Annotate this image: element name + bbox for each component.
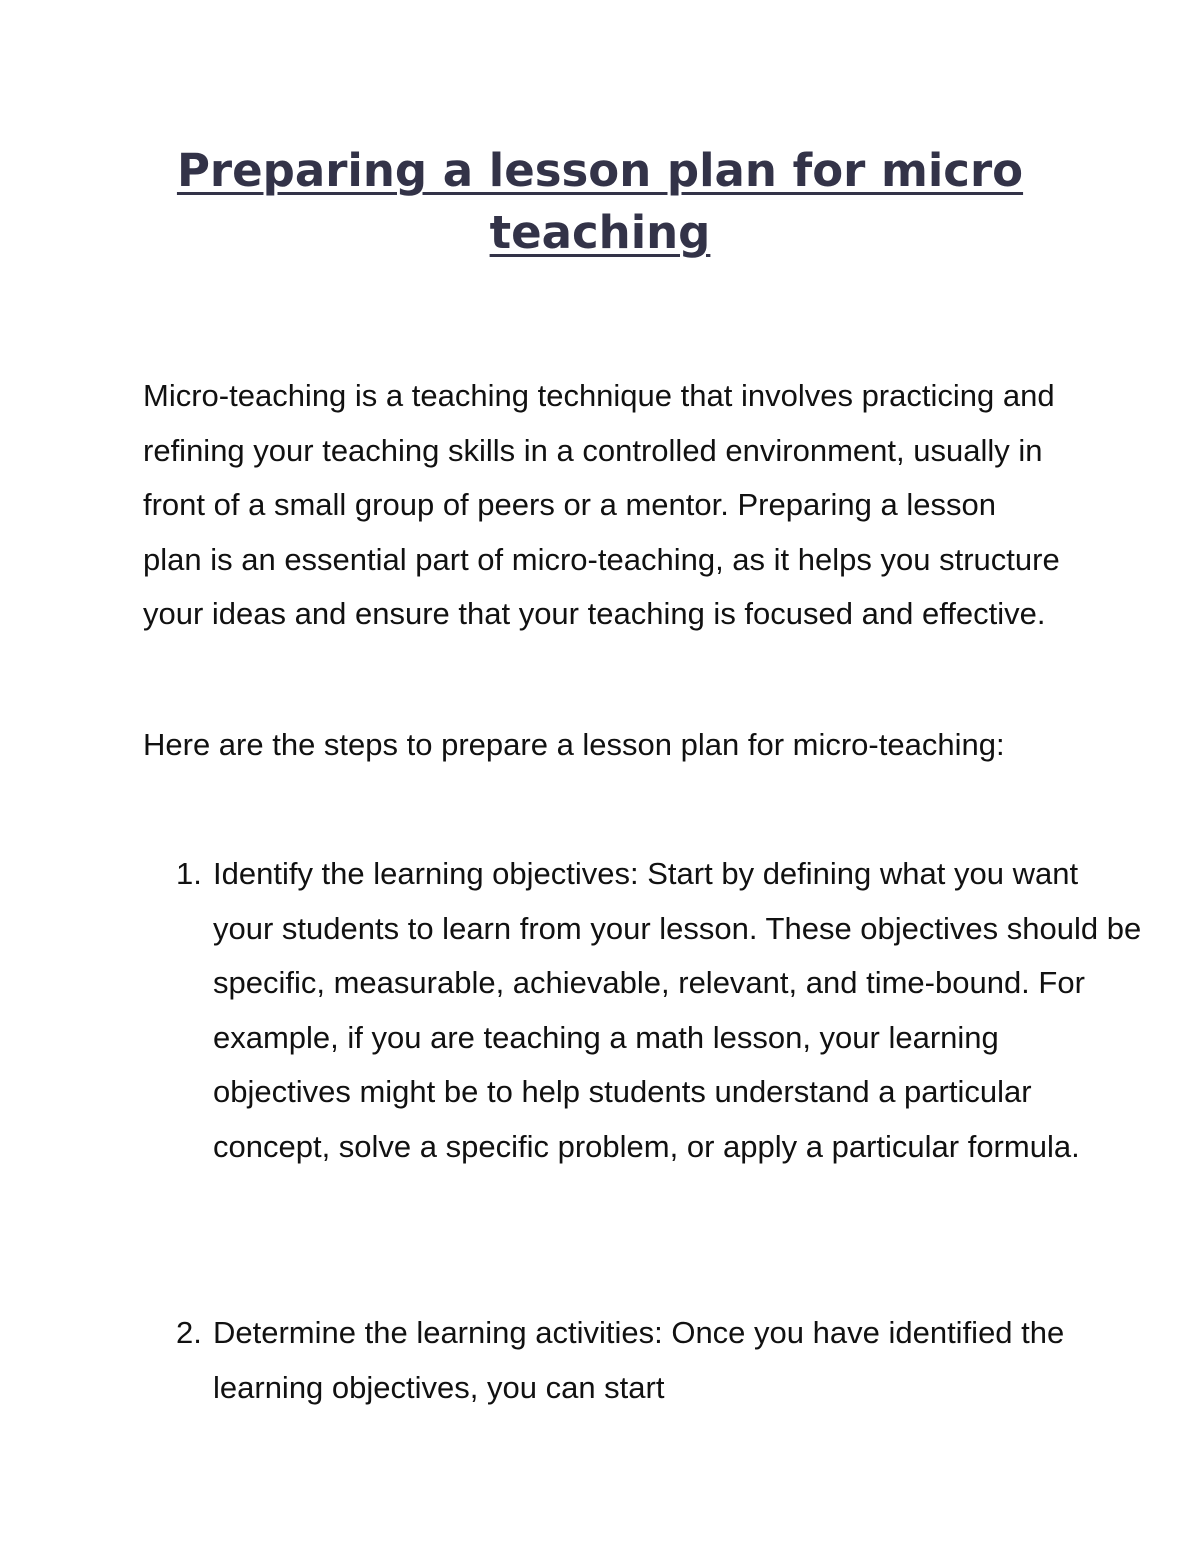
title-line-1: Preparing a lesson plan for micro bbox=[176, 144, 1024, 197]
intro-paragraph: Micro-teaching is a teaching technique that involves practicing and refining your teaching skills in a controlled environment, usually in front of a small group of peers or a mentor. Preparing a lesson plan is an essential part of micro-teaching, as it helps you structure your ideas and ensure that your teaching is focused and effective. bbox=[143, 378, 1060, 631]
title-line-2: teaching bbox=[489, 206, 711, 259]
page-title bbox=[100, 140, 1100, 264]
steps-intro-paragraph: Here are the steps to prepare a lesson plan for micro-teaching: bbox=[143, 727, 1005, 762]
list-item-text: Identify the learning objectives: Start by defining what you want your students to learn from your lesson. These objectives should be specific, measurable, achievable, relevant, and time-bound. For example, if you are teaching a math lesson, your learning objectives might be to help students understand a particular concept, solve a specific problem, or apply a particular formula. bbox=[213, 856, 1142, 1164]
list-item-number: 2. bbox=[176, 1315, 202, 1350]
list-item bbox=[143, 1306, 1143, 1415]
list-item bbox=[143, 847, 1143, 1174]
list-item-number: 1. bbox=[176, 856, 202, 891]
list-item-text: Determine the learning activities: Once you have identified the learning objectives, you can start bbox=[213, 1315, 1065, 1405]
